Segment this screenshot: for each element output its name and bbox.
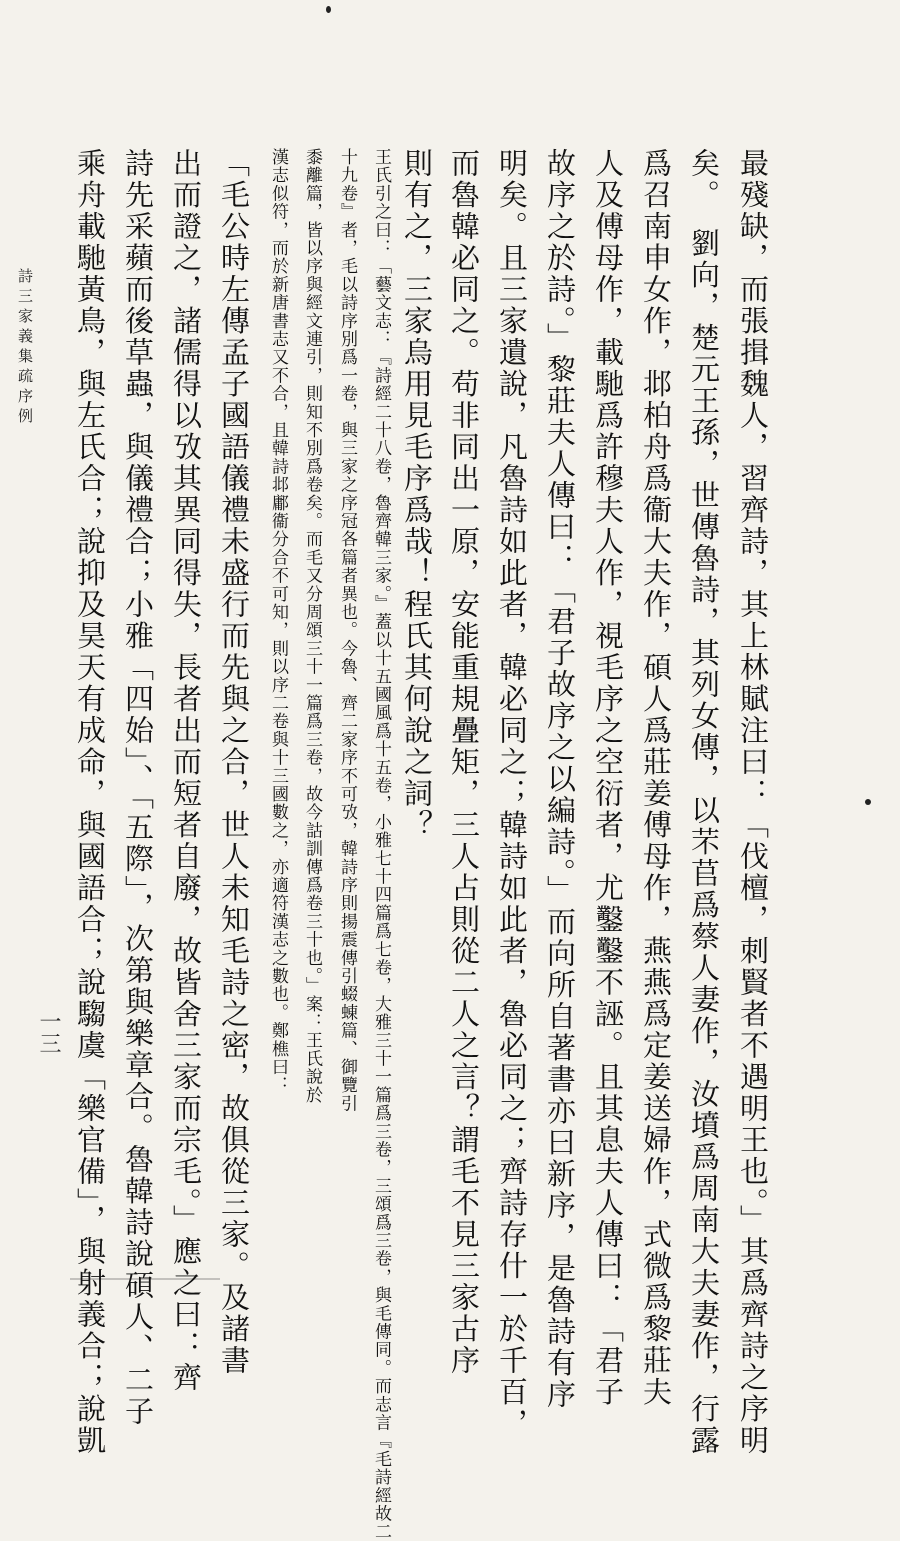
text-column-10: 出而證之，諸儒得以攷其異同得失，長者出而短者自廢，故皆舍三家而宗毛。」應之曰：齊: [169, 148, 203, 1394]
text-column-9: 「毛公時左傳孟子國語儀禮未盛行而先與之合，世人未知毛詩之密，故俱從三家。及諸書: [217, 148, 251, 1377]
text-column-7: 而魯韓必同之。苟非同出一原，安能重規疊矩，三人占則從二人之言？謂毛不見三家古序: [447, 148, 481, 1377]
text-column-3: 爲召南申女作，邶柏舟爲衞大夫作，碩人爲莊姜傅母作，燕燕爲定姜送婦作，式微爲黎莊夫: [639, 148, 673, 1408]
note-column-2: 十九卷』者，毛以詩序別爲一卷，與三家之序冠各篇者異也。今魯、齊二家序不可攷，韓詩序則揚震傳引蝃蝀篇、御覽引: [337, 148, 357, 1113]
page-number: 一三: [36, 1010, 61, 1054]
text-column-11: 詩先采蘋而後草蟲，與儀禮合；小雅「四始」、「五際」，次第與樂章合。魯韓詩說碩人、二子: [121, 148, 155, 1428]
top-ink-mark: [326, 6, 331, 13]
text-column-4: 人及傅母作，載馳爲許穆夫人作，視毛序之空衍者，尤鑿鑿不誣。且其息夫人傳曰：「君子: [591, 148, 625, 1408]
text-column-5: 故序之於詩。」黎莊夫人傳曰：「君子故序之以編詩。」而向所自著書亦曰新序，是魯詩有序: [543, 148, 577, 1411]
text-column-6: 明矣。且三家遺說，凡魯詩如此者，韓必同之；韓詩如此者，魯必同之；齊詩存什一於千百，: [495, 148, 529, 1440]
note-column-3: 黍離篇，皆以序與經文連引，則知不別爲卷矣。而毛又分周頌三十一篇爲三卷，故今詁訓傳爲卷三十也。」案：王氏說於: [302, 148, 322, 1105]
running-header: 詩三家義集疏序例: [16, 268, 34, 428]
text-column-1: 最殘缺，而張揖魏人，習齊詩，其上林賦注曰：「伐檀，刺賢者不遇明王也。」其爲齊詩之序明: [736, 148, 770, 1457]
note-column-4: 漢志似符，而於新唐書志又不合，且韓詩邶鄘衞分合不可知，則以序二卷與十三國數之，亦適符漢志之數也。鄭樵曰：: [268, 148, 288, 1095]
note-column-1: 王氏引之曰：「藝文志：『詩經二十八卷，魯齊韓三家。』蓋以十五國風爲十五卷，小雅七十四篇爲七卷，大雅三十一篇爲三卷，三頌爲三卷，與毛傳同。而志言『毛詩經故二: [371, 148, 391, 1541]
text-column-2: 矣。 劉向，楚元王孫，世傳魯詩，其列女傳，以芣苢爲蔡人妻作，汝墳爲周南大夫妻作，行露: [687, 148, 721, 1457]
text-column-12: 乘舟載馳黃鳥，與左氏合；說抑及昊天有成命，與國語合；說騶虞「樂官備」，與射義合；說凱: [73, 148, 107, 1457]
text-column-8: 則有之，三家烏用見毛序爲哉！程氏其何說之詞？: [400, 148, 434, 841]
margin-ink-dot: [865, 799, 871, 805]
